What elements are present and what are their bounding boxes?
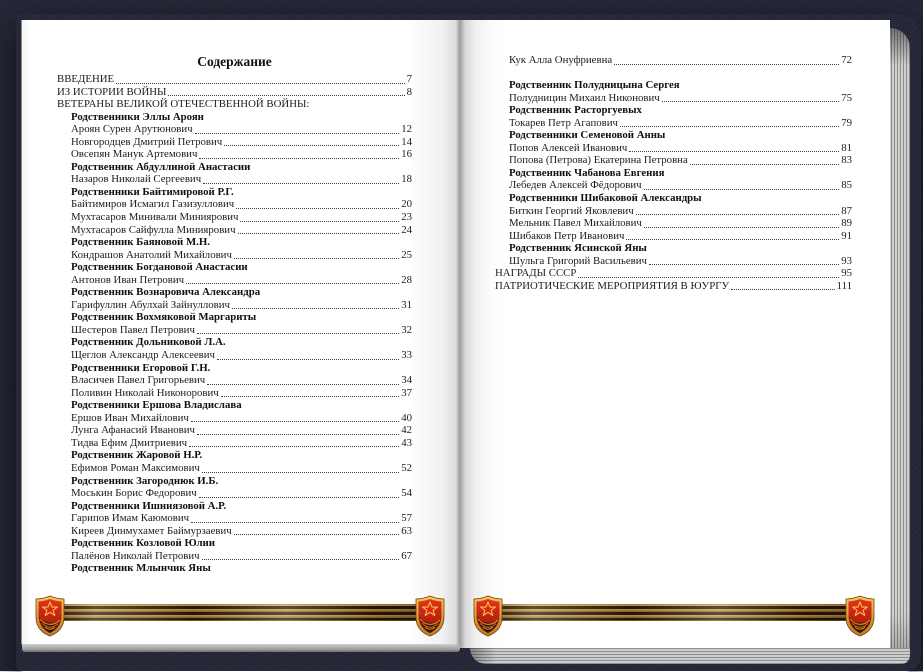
toc-entry (57, 261, 412, 274)
toc-entry-title: Ароян Сурен Арутюнович (71, 123, 193, 136)
toc-entry (57, 475, 412, 488)
toc-entry (495, 280, 852, 293)
toc-entry-title: Родственник Дольниковой Л.А. (71, 336, 226, 349)
page-number: 111 (836, 279, 852, 292)
toc-entry-title: Щеглов Александр Алексеевич (71, 349, 215, 362)
page-number: 8 (406, 85, 412, 98)
dot-leader (629, 151, 839, 152)
toc-entry (57, 525, 412, 538)
toc-entry-title: Родственники Ершова Владислава (71, 399, 242, 412)
dot-leader (644, 189, 840, 190)
toc-entry (57, 148, 412, 161)
toc-entry-title: Ефимов Роман Максимович (71, 461, 200, 474)
toc-entry-title: Родственники Семеновой Анны (509, 129, 666, 142)
page-number: 79 (841, 116, 852, 129)
dot-leader (191, 522, 399, 523)
left-page-content (22, 20, 460, 575)
toc-entry-title: Байтимиров Исмагил Газизуллович (71, 198, 235, 211)
toc-entry-title: ИЗ ИСТОРИИ ВОЙНЫ (57, 85, 167, 98)
toc-entry (57, 161, 412, 174)
toc-entry (57, 412, 412, 425)
toc-entry-title: Родственник Жаровой Н.Р. (71, 449, 203, 462)
dot-leader (690, 164, 839, 165)
dot-leader (238, 233, 400, 234)
toc-entry (57, 311, 412, 324)
toc-entry (495, 154, 852, 167)
dot-leader (234, 258, 399, 259)
toc-entry-title: ВВЕДЕНИЕ (57, 73, 115, 85)
toc-entry (57, 286, 412, 299)
page-number: 63 (401, 524, 412, 537)
page-number: 12 (401, 123, 412, 136)
page-number: 16 (401, 148, 412, 161)
dot-leader (199, 497, 400, 498)
dot-leader (232, 308, 399, 309)
page-number: 54 (401, 487, 412, 500)
toc-entry-title: Киреев Динмухамет Баймурзаевич (71, 524, 232, 537)
toc-entry (57, 136, 412, 149)
toc-entry (57, 274, 412, 287)
dot-leader (644, 227, 839, 228)
toc-entry (57, 487, 412, 500)
page-number: 34 (401, 374, 412, 387)
page-number: 81 (841, 141, 852, 154)
toc-entry-title: Тидва Ефим Дмитриевич (71, 436, 188, 449)
dot-leader (197, 434, 399, 435)
toc-entry (57, 336, 412, 349)
toc-entry-title: ПАТРИОТИЧЕСКИЕ МЕРОПРИЯТИЯ В ЮУРГУ (495, 279, 730, 292)
toc-entry-title: Кондрашов Анатолий Михайлович (71, 248, 232, 261)
toc-entry (57, 362, 412, 375)
soviet-guards-badge-icon (472, 595, 504, 637)
toc-entry (57, 462, 412, 475)
page-number: 42 (401, 424, 412, 437)
page-number: 72 (841, 54, 852, 66)
dot-leader (620, 126, 839, 127)
dot-leader (203, 183, 399, 184)
toc-entry (495, 255, 852, 268)
page-number: 93 (841, 254, 852, 267)
toc-entry (57, 98, 412, 111)
dot-leader (189, 446, 399, 447)
toc-entry (57, 236, 412, 249)
toc-entry (57, 299, 412, 312)
st-george-ribbon (472, 595, 876, 637)
toc-entry-title: Власичев Павел Григорьевич (71, 374, 206, 387)
toc-entry (495, 267, 852, 280)
toc-entry-title: Родственники Ишниязовой А.Р. (71, 499, 227, 512)
dot-leader (649, 264, 839, 265)
toc-list-right (495, 54, 852, 292)
toc-entry-title: Родственник Загороднюк И.Б. (71, 474, 219, 487)
ribbon-band (488, 604, 860, 621)
toc-entry (495, 129, 852, 142)
toc-entry-title: Гарифуллин Абулхай Зайнуллович (71, 298, 230, 311)
dot-leader (636, 214, 840, 215)
dot-leader (186, 283, 399, 284)
toc-entry-title: Шульга Григорий Васильевич (509, 254, 647, 267)
dot-leader (199, 158, 399, 159)
toc-entry (495, 54, 852, 67)
toc-entry-title: Гарипов Имам Каюмович (71, 512, 190, 525)
toc-entry-title: Родственник Вохмяковой Маргариты (71, 311, 257, 324)
dot-leader (614, 64, 839, 65)
toc-entry-title: Родственники Шибаковой Александры (509, 192, 702, 205)
toc-entry (495, 142, 852, 155)
toc-entry-title: Родственник Богдановой Анастасии (71, 261, 248, 274)
page-stack-edge-bottom (470, 648, 910, 664)
dot-leader (626, 239, 839, 240)
toc-entry (57, 123, 412, 136)
page-number: 28 (401, 273, 412, 286)
dot-leader (662, 101, 840, 102)
toc-entry (495, 104, 852, 117)
toc-entry-title: Моськин Борис Федорович (71, 487, 197, 500)
toc-entry (57, 437, 412, 450)
toc-entry-title: Новгородцев Дмитрий Петрович (71, 135, 223, 148)
toc-entry-title: Родственники Эллы Ароян (71, 110, 204, 123)
toc-entry (57, 111, 412, 124)
toc-entry-title: Родственники Егоровой Г.Н. (71, 361, 211, 374)
page-number: 18 (401, 173, 412, 186)
toc-entry-title: Кук Алла Онуфриевна (509, 54, 613, 66)
page-number: 23 (401, 211, 412, 224)
dot-leader (731, 289, 834, 290)
page-number: 83 (841, 154, 852, 167)
toc-entry (57, 374, 412, 387)
toc-entry (495, 92, 852, 105)
page-number: 25 (401, 248, 412, 261)
toc-list-left (57, 73, 412, 575)
toc-entry-title: Мельник Павел Михайлович (509, 217, 642, 230)
toc-entry-title: Родственник Ясинской Яны (509, 242, 647, 255)
toc-entry-title: Родственник Полудницына Сергея (509, 79, 680, 92)
toc-entry (57, 198, 412, 211)
toc-entry-title: Мухтасаров Сайфулла Миниярович (71, 223, 236, 236)
page-number: 32 (401, 323, 412, 336)
toc-entry (57, 73, 412, 86)
page-number: 40 (401, 411, 412, 424)
toc-entry (495, 79, 852, 92)
toc-entry (495, 242, 852, 255)
dot-leader (168, 95, 404, 96)
page-number: 31 (401, 298, 412, 311)
toc-entry (57, 500, 412, 513)
page-stack-edge-bottom-left (22, 644, 460, 652)
toc-entry-title: Родственник Козловой Юлии (71, 537, 215, 550)
toc-entry (57, 449, 412, 462)
st-george-ribbon (34, 595, 446, 637)
toc-entry (57, 86, 412, 99)
toc-entry (57, 224, 412, 237)
dot-leader (221, 396, 399, 397)
dot-leader (224, 145, 399, 146)
page-number: 33 (401, 349, 412, 362)
toc-entry-title: Овсепян Манук Артемович (71, 148, 198, 161)
toc-entry-title: Родственник Вознаровича Александра (71, 286, 261, 299)
toc-entry-title: Биткин Георгий Яковлевич (509, 204, 634, 217)
toc-entry-title: Попова (Петрова) Екатерина Петровна (509, 154, 688, 167)
dot-leader (202, 472, 399, 473)
book (22, 18, 911, 666)
page-number: 14 (401, 135, 412, 148)
dot-leader (240, 221, 399, 222)
dot-leader (197, 333, 399, 334)
page-number: 75 (841, 91, 852, 104)
toc-entry-title: ВЕТЕРАНЫ ВЕЛИКОЙ ОТЕЧЕСТВЕННОЙ ВОЙНЫ: (57, 98, 310, 111)
page-number: 7 (406, 73, 412, 85)
toc-heading: Содержание (197, 54, 272, 69)
ribbon-band (50, 604, 430, 621)
toc-entry-title: Попов Алексей Иванович (509, 141, 628, 154)
page-number: 52 (401, 461, 412, 474)
toc-entry-title: Назаров Николай Сергеевич (71, 173, 202, 186)
toc-entry-title: Родственник Чабанова Евгения (509, 166, 665, 179)
toc-entry (495, 192, 852, 205)
toc-entry-title: Лунга Афанасий Иванович (71, 424, 195, 437)
toc-entry (57, 324, 412, 337)
page-number: 20 (401, 198, 412, 211)
page-stack-edge-right (888, 28, 910, 664)
toc-entry-title: Шестеров Павел Петрович (71, 323, 195, 336)
toc-entry (495, 117, 852, 130)
page-number: 89 (841, 217, 852, 230)
page-number: 67 (401, 549, 412, 562)
right-page-content (460, 20, 890, 292)
page-number: 37 (401, 386, 412, 399)
toc-entry-title: Палёнов Николай Петрович (71, 549, 200, 562)
dot-leader (234, 534, 400, 535)
dot-leader (202, 559, 400, 560)
toc-entry (57, 173, 412, 186)
soviet-guards-badge-icon (844, 595, 876, 637)
toc-entry (57, 562, 412, 575)
toc-entry (57, 424, 412, 437)
dot-leader (217, 359, 399, 360)
toc-entry (495, 217, 852, 230)
dot-leader (191, 421, 399, 422)
toc-entry (57, 186, 412, 199)
soviet-guards-badge-icon (34, 595, 66, 637)
dot-leader (578, 277, 839, 278)
page-number: 24 (401, 223, 412, 236)
toc-entry-title: Лебедев Алексей Фёдорович (509, 179, 642, 192)
toc-entry-title: Поливин Николай Никонорович (71, 386, 219, 399)
toc-entry-title: Полудницин Михаил Никонович (509, 91, 660, 104)
toc-entry (57, 537, 412, 550)
dot-leader (236, 208, 399, 209)
toc-entry (57, 349, 412, 362)
toc-entry-title: Мухтасаров Минивали Миниярович (71, 211, 239, 224)
page-number: 95 (841, 267, 852, 280)
toc-entry-title: Ершов Иван Михайлович (71, 411, 189, 424)
right-page (460, 20, 890, 648)
toc-entry-title: Родственник Баяновой М.Н. (71, 236, 210, 249)
page-number: 91 (841, 229, 852, 242)
dot-leader (116, 83, 404, 84)
soviet-guards-badge-icon (414, 595, 446, 637)
toc-entry-title: Родственник Млынчик Яны (71, 562, 211, 575)
toc-entry (57, 399, 412, 412)
page-number: 85 (841, 179, 852, 192)
toc-entry-title: Родственники Байтимировой Р.Г. (71, 185, 234, 198)
page-number: 57 (401, 512, 412, 525)
page-number: 87 (841, 204, 852, 217)
toc-entry (57, 249, 412, 262)
toc-entry (495, 230, 852, 243)
toc-entry (495, 205, 852, 218)
toc-entry-title: Токарев Петр Агапович (509, 116, 618, 129)
toc-entry (495, 167, 852, 180)
toc-entry (57, 512, 412, 525)
page-number: 43 (401, 436, 412, 449)
toc-entry (57, 211, 412, 224)
dot-leader (207, 384, 399, 385)
dot-leader (195, 133, 400, 134)
left-page (22, 20, 460, 644)
toc-entry (57, 550, 412, 563)
toc-entry (57, 387, 412, 400)
toc-entry (495, 179, 852, 192)
toc-entry-title: Родственник Абдуллиной Анастасии (71, 160, 251, 173)
toc-entry-title: Родственник Расторгуевых (509, 104, 642, 117)
toc-entry-title: Антонов Иван Петрович (71, 273, 185, 286)
toc-entry-title: Шибаков Петр Иванович (509, 229, 625, 242)
toc-entry-title: НАГРАДЫ СССР (495, 267, 577, 280)
